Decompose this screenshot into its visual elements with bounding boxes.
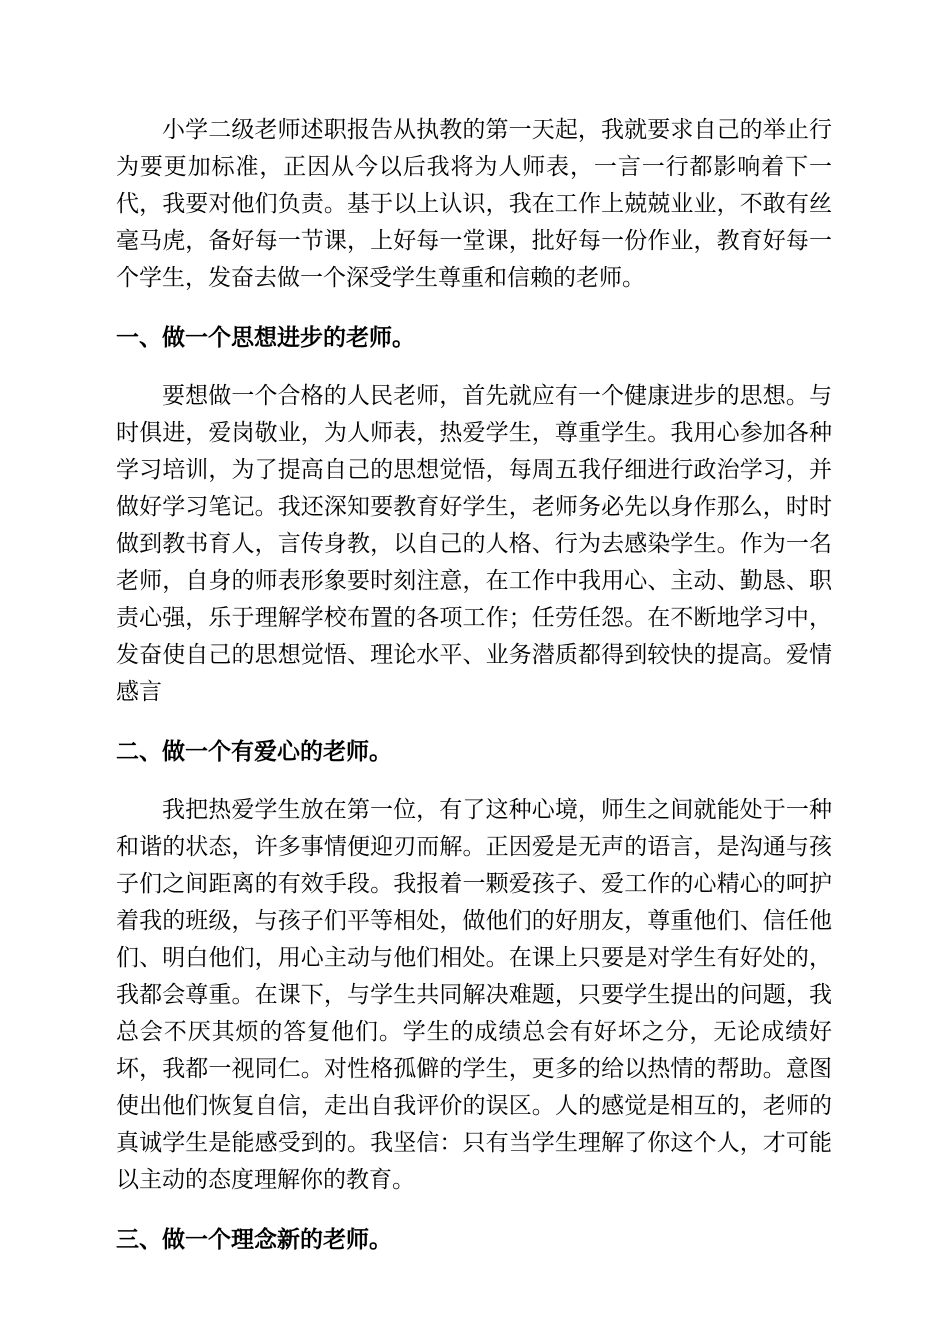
spacer (116, 1199, 832, 1221)
spacer (116, 711, 832, 733)
spacer (116, 356, 832, 378)
intro-paragraph: 小学二级老师述职报告从执教的第一天起，我就要求自己的举止行为要更加标准，正因从今以后我将为人师表，一言一行都影响着下一代，我要对他们负责。基于以上认识，我在工作上兢兢业业，不敢有丝毫马虎，备好每一节课，上好每一堂课，批好每一份作业，教育好每一个学生，发奋去做一个深受学生尊重和信赖的老师。 (116, 117, 832, 291)
section-body-1: 要想做一个合格的人民老师，首先就应有一个健康进步的思想。与时俱进，爱岗敬业，为人师表，热爱学生，尊重学生。我用心参加各种学习培训，为了提高自己的思想觉悟，每周五我仔细进行政治学习，并做好学习笔记。我还深知要教育好学生，老师务必先以身作那么，时时做到教书育人，言传身教，以自己的人格、行为去感染学生。作为一名老师，自身的师表形象要时刻注意，在工作中我用心、主动、勤恳、职责心强，乐于理解学校布置的各项工作；任劳任怨。在不断地学习中，发奋使自己的思想觉悟、理论水平、业务潜质都得到较快的提高。爱情感言 (116, 383, 832, 705)
section-heading-1: 一、做一个思想进步的老师。 (116, 324, 415, 351)
spacer (116, 770, 832, 792)
section-heading-2: 二、做一个有爱心的老师。 (116, 738, 392, 765)
section-body-2: 我把热爱学生放在第一位，有了这种心境，师生之间就能处于一种和谐的状态，许多事情便迎刃而解。正因爱是无声的语言，是沟通与孩子们之间距离的有效手段。我报着一颗爱孩子、爱工作的心精心的呵护着我的班级，与孩子们平等相处，做他们的好朋友，尊重他们、信任他们、明白他们，用心主动与他们相处。在课上只要是对学生有好处的，我都会尊重。在课下，与学生共同解决难题，只要学生提出的问题，我总会不厌其烦的答复他们。学生的成绩总会有好坏之分，无论成绩好坏，我都一视同仁。对性格孤僻的学生，更多的给以热情的帮助。意图使出他们恢复自信，走出自我评价的误区。人的感觉是相互的，老师的真诚学生是能感受到的。我坚信：只有当学生理解了你这个人，才可能以主动的态度理解你的教育。 (116, 797, 832, 1193)
spacer (116, 297, 832, 319)
document-page (116, 112, 832, 1258)
section-heading-3: 三、做一个理念新的老师。 (116, 1226, 392, 1253)
